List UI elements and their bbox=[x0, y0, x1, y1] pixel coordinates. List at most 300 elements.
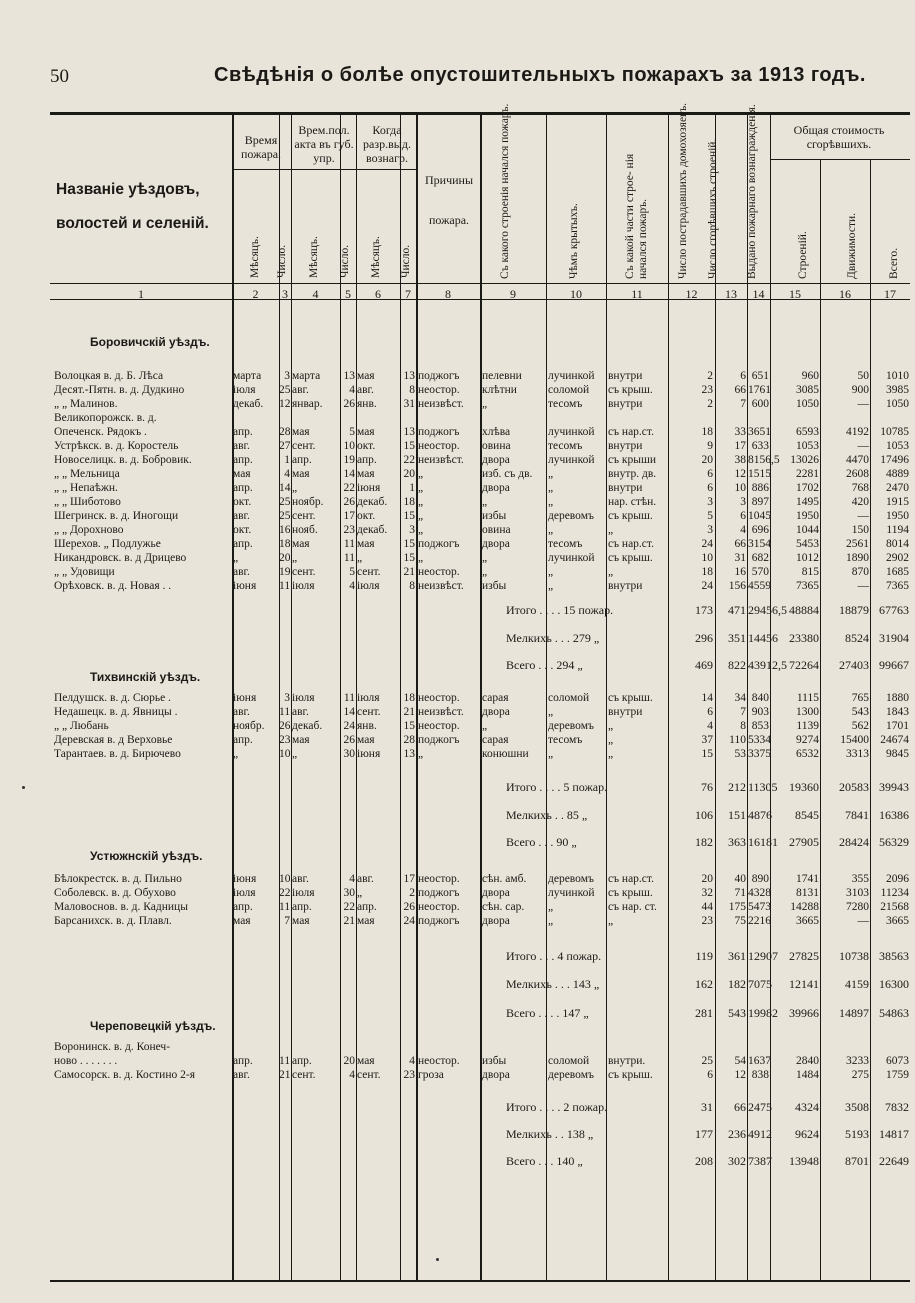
total-value: 361 bbox=[728, 949, 746, 963]
table-cell: нояб. bbox=[292, 524, 318, 536]
table-cell: „ bbox=[418, 510, 424, 522]
table-cell: окт. bbox=[357, 440, 376, 452]
header-roof: Чѣмъ крытыхъ. bbox=[568, 203, 580, 279]
header-time-day: Число. bbox=[276, 244, 288, 278]
table-row bbox=[50, 384, 910, 398]
total-value: 31 bbox=[701, 1100, 713, 1114]
table-cell: 13 bbox=[403, 748, 415, 760]
table-cell: 1300 bbox=[796, 706, 819, 718]
table-cell: декаб. bbox=[233, 398, 264, 410]
table-cell: 682 bbox=[751, 552, 769, 564]
total-value: 48884 bbox=[789, 603, 819, 617]
total-value: 9624 bbox=[795, 1127, 819, 1141]
table-cell: 14 bbox=[701, 692, 713, 704]
table-row bbox=[50, 510, 910, 524]
table-cell: неизвѣст. bbox=[418, 580, 464, 592]
total-value: 296 bbox=[695, 631, 713, 645]
table-cell: 3665 bbox=[886, 915, 909, 927]
table-cell: Шерехов. „ Подлужье bbox=[54, 538, 161, 550]
table-cell: 15 bbox=[403, 538, 415, 550]
table-row bbox=[50, 1055, 910, 1069]
table-cell: 16 bbox=[734, 566, 746, 578]
table-cell: 1759 bbox=[886, 1069, 909, 1081]
table-cell: съ крыш. bbox=[608, 887, 653, 899]
table-cell: сарая bbox=[482, 734, 509, 746]
table-cell: сѣн. сар. bbox=[482, 901, 525, 913]
total-value: 23380 bbox=[789, 631, 819, 645]
table-cell: мая bbox=[292, 468, 310, 480]
total-value: 4324 bbox=[795, 1100, 819, 1114]
header-act-month: Мѣсяцъ. bbox=[308, 236, 320, 278]
table-cell: 13 bbox=[343, 370, 355, 382]
column-number: 9 bbox=[510, 287, 516, 301]
total-value: 16300 bbox=[879, 977, 909, 991]
header-cost-build: Строеній. bbox=[797, 231, 809, 279]
table-cell: мая bbox=[357, 468, 375, 480]
table-cell: мая bbox=[292, 915, 310, 927]
table-cell: 12 bbox=[279, 398, 291, 410]
total-label: Мелкихъ . . 85 „ bbox=[506, 808, 588, 822]
table-cell: 3 bbox=[707, 496, 713, 508]
table-cell: Новоселицк. в. д. Бобровик. bbox=[54, 454, 192, 466]
table-cell: 21 bbox=[279, 1069, 291, 1081]
table-cell: неостор. bbox=[418, 692, 460, 704]
table-cell: 75 bbox=[734, 915, 746, 927]
table-cell: лучинкой bbox=[548, 370, 595, 382]
table-row bbox=[50, 398, 910, 412]
table-cell: 25 bbox=[279, 384, 291, 396]
table-cell: неизвѣст. bbox=[418, 706, 464, 718]
table-cell: 1950 bbox=[886, 510, 909, 522]
table-cell: Десят.-Пятн. в. д. Дудкино bbox=[54, 384, 185, 396]
table-cell: Маловоснов. в. д. Кадницы bbox=[54, 901, 188, 913]
table-cell: 38 bbox=[734, 454, 746, 466]
table-cell: 897 bbox=[751, 496, 769, 508]
table-cell: 20 bbox=[279, 552, 291, 564]
table-row bbox=[50, 524, 910, 538]
table-cell: внутри bbox=[608, 580, 643, 592]
total-label: Всего . . . 294 „ bbox=[506, 658, 583, 672]
total-value: 31904 bbox=[879, 631, 909, 645]
header-permit-month: Мѣсяцъ. bbox=[370, 236, 382, 278]
page-number: 50 bbox=[50, 66, 69, 87]
table-cell: 838 bbox=[751, 1069, 769, 1081]
table-cell: декаб. bbox=[357, 496, 388, 508]
total-value: 19360 bbox=[789, 780, 819, 794]
table-cell: 7 bbox=[740, 706, 746, 718]
table-cell: 4 bbox=[284, 468, 290, 480]
column-number: 17 bbox=[884, 287, 896, 301]
table-cell: — bbox=[857, 398, 869, 410]
district-heading: Череповецкій уѣздъ. bbox=[90, 1019, 216, 1033]
table-cell: 25 bbox=[279, 510, 291, 522]
table-cell: неостор. bbox=[418, 901, 460, 913]
table-cell: 16 bbox=[279, 524, 291, 536]
table-cell: внутри bbox=[608, 370, 643, 382]
table-cell: 840 bbox=[751, 692, 769, 704]
table-cell: деревомъ bbox=[548, 510, 594, 522]
table-cell: 5453 bbox=[796, 538, 819, 550]
total-value: 28424 bbox=[839, 835, 869, 849]
table-cell: 18 bbox=[701, 566, 713, 578]
total-value: 177 bbox=[695, 1127, 713, 1141]
total-value: 182 bbox=[728, 977, 746, 991]
table-cell: 15 bbox=[403, 720, 415, 732]
district-heading: Тихвинскій уѣздъ. bbox=[90, 670, 201, 684]
table-cell: тесомъ bbox=[548, 440, 583, 452]
total-value: 54863 bbox=[879, 1006, 909, 1020]
table-cell: 40 bbox=[734, 873, 746, 885]
total-value: 29456,5 bbox=[748, 603, 787, 617]
table-cell: 21568 bbox=[880, 901, 909, 913]
header-act: Врем.пол. акта въ губ. упр. bbox=[294, 123, 354, 165]
table-cell: 600 bbox=[751, 398, 769, 410]
table-cell: 10 bbox=[343, 440, 355, 452]
table-cell: 5 bbox=[349, 426, 355, 438]
table-cell: „ bbox=[548, 566, 554, 578]
table-cell: 22 bbox=[343, 482, 355, 494]
district-heading: Боровичскій уѣздъ. bbox=[90, 335, 210, 349]
table-cell: 8 bbox=[409, 384, 415, 396]
table-cell: 6 bbox=[707, 706, 713, 718]
header-name: Названіе уѣздовъ, волостей и селеній. bbox=[56, 181, 209, 232]
table-cell: избы bbox=[482, 1055, 507, 1067]
table-cell: мая bbox=[357, 915, 375, 927]
table-cell: 66 bbox=[734, 384, 746, 396]
total-value: 7832 bbox=[885, 1100, 909, 1114]
table-cell: деревомъ bbox=[548, 1069, 594, 1081]
table-cell: 11 bbox=[343, 692, 355, 704]
table-cell: 11 bbox=[279, 706, 291, 718]
table-cell: двора bbox=[482, 706, 510, 718]
table-cell: авг. bbox=[357, 873, 374, 885]
total-value: 151 bbox=[728, 808, 746, 822]
table-cell: 1194 bbox=[886, 524, 909, 536]
table-cell: сент. bbox=[292, 566, 316, 578]
table-cell: 25 bbox=[701, 1055, 713, 1067]
table-cell: „ bbox=[418, 524, 424, 536]
table-cell: 5473 bbox=[748, 901, 771, 913]
print-speck bbox=[436, 1258, 439, 1261]
table-cell: съ крыш. bbox=[608, 552, 653, 564]
table-cell: 11 bbox=[279, 901, 291, 913]
table-cell: соломой bbox=[548, 1055, 590, 1067]
table-cell: 37 bbox=[701, 734, 713, 746]
table-row bbox=[50, 412, 910, 426]
total-label: Всего . . . 90 „ bbox=[506, 835, 577, 849]
total-value: 2475 bbox=[748, 1100, 772, 1114]
table-cell: ноябр. bbox=[233, 720, 265, 732]
table-cell: „ bbox=[548, 496, 554, 508]
total-value: 4912 bbox=[748, 1127, 772, 1141]
table-cell: соломой bbox=[548, 692, 590, 704]
table-cell: „ „ Малинов. bbox=[54, 398, 118, 410]
total-value: 19982 bbox=[748, 1006, 778, 1020]
table-cell: 853 bbox=[751, 720, 769, 732]
table-cell: 7 bbox=[284, 915, 290, 927]
table-cell: Волоцкая в. д. Б. Лѣса bbox=[54, 370, 164, 382]
table-cell: двора bbox=[482, 538, 510, 550]
total-value: 543 bbox=[728, 1006, 746, 1020]
table-cell: 3 bbox=[740, 496, 746, 508]
table-cell: 17496 bbox=[880, 454, 909, 466]
table-cell: 6593 bbox=[796, 426, 819, 438]
total-value: 469 bbox=[695, 658, 713, 672]
column-number: 1 bbox=[138, 287, 144, 301]
header-cause-2: пожара. bbox=[428, 213, 470, 227]
table-cell: „ bbox=[292, 748, 298, 760]
table-cell: внутри bbox=[608, 706, 643, 718]
table-cell: съ крыш. bbox=[608, 692, 653, 704]
table-cell: 8014 bbox=[886, 538, 909, 550]
table-cell: 22 bbox=[279, 887, 291, 899]
table-cell: авг. bbox=[233, 706, 250, 718]
total-value: 5193 bbox=[845, 1127, 869, 1141]
table-cell: 3103 bbox=[846, 887, 869, 899]
table-cell: 355 bbox=[851, 873, 869, 885]
table-cell: 1053 bbox=[886, 440, 909, 452]
table-cell: нар. стѣн. bbox=[608, 496, 657, 508]
table-cell: „ bbox=[233, 552, 239, 564]
table-cell: поджогъ bbox=[418, 734, 460, 746]
table-row bbox=[50, 915, 910, 929]
table-cell: „ bbox=[548, 901, 554, 913]
table-cell: „ bbox=[548, 580, 554, 592]
table-cell: 18 bbox=[279, 538, 291, 550]
table-cell: 3665 bbox=[796, 915, 819, 927]
table-cell: 9845 bbox=[886, 748, 909, 760]
table-cell: 8131 bbox=[796, 887, 819, 899]
table-cell: іюля bbox=[292, 692, 315, 704]
table-cell: 15 bbox=[403, 552, 415, 564]
total-value: 99667 bbox=[879, 658, 909, 672]
table-cell: 2470 bbox=[886, 482, 909, 494]
table-cell: 570 bbox=[751, 566, 769, 578]
table-row bbox=[50, 873, 910, 887]
table-row bbox=[50, 538, 910, 552]
table-cell: „ „ Непаѣжн. bbox=[54, 482, 118, 494]
total-value: 351 bbox=[728, 631, 746, 645]
total-label: Мелкихъ . . 138 „ bbox=[506, 1127, 594, 1141]
total-value: 302 bbox=[728, 1154, 746, 1168]
table-cell: — bbox=[857, 510, 869, 522]
table-cell: 32 bbox=[701, 887, 713, 899]
table-cell: „ bbox=[482, 720, 488, 732]
table-row bbox=[50, 482, 910, 496]
total-value: 236 bbox=[728, 1127, 746, 1141]
table-cell: сент. bbox=[292, 440, 316, 452]
table-cell: 6 bbox=[707, 1069, 713, 1081]
table-cell: 11 bbox=[343, 538, 355, 550]
table-cell: 22 bbox=[403, 454, 415, 466]
total-value: 27825 bbox=[789, 949, 819, 963]
table-cell: 420 bbox=[851, 496, 869, 508]
table-cell: — bbox=[857, 915, 869, 927]
table-cell: Бѣлокрестск. в. д. Пильно bbox=[54, 873, 182, 885]
table-cell: 1139 bbox=[796, 720, 819, 732]
fires-table bbox=[50, 102, 910, 1282]
table-cell: „ bbox=[292, 482, 298, 494]
table-cell: Барсанихск. в. д. Плавл. bbox=[54, 915, 172, 927]
table-cell: съ крыши bbox=[608, 454, 656, 466]
table-cell: 19 bbox=[279, 566, 291, 578]
table-cell: неизвѣст. bbox=[418, 454, 464, 466]
total-row bbox=[50, 780, 910, 796]
table-cell: сѣн. амб. bbox=[482, 873, 527, 885]
table-cell: „ „ Шиботово bbox=[54, 496, 121, 508]
table-row bbox=[50, 1069, 910, 1083]
header-time-month: Мѣсяцъ. bbox=[249, 236, 261, 278]
column-number: 6 bbox=[375, 287, 381, 301]
table-cell: 2902 bbox=[886, 552, 909, 564]
page-title: Свѣдѣнія о болѣе опустошительныхъ пожарахъ за 1913 годъ. bbox=[214, 64, 866, 86]
table-cell: „ bbox=[548, 748, 554, 760]
print-speck bbox=[22, 786, 25, 789]
table-cell: 1044 bbox=[796, 524, 819, 536]
table-cell: 1637 bbox=[748, 1055, 771, 1067]
table-cell: „ bbox=[418, 748, 424, 760]
table-cell: іюня bbox=[233, 580, 257, 592]
table-cell: 6532 bbox=[796, 748, 819, 760]
total-value: 27403 bbox=[839, 658, 869, 672]
table-cell: 175 bbox=[728, 901, 746, 913]
total-value: 8701 bbox=[845, 1154, 869, 1168]
table-row bbox=[50, 734, 910, 748]
total-value: 66 bbox=[734, 1100, 746, 1114]
table-cell: іюля bbox=[292, 887, 315, 899]
table-cell: двора bbox=[482, 1069, 510, 1081]
table-cell: изб. съ дв. bbox=[482, 468, 533, 480]
total-row bbox=[50, 808, 910, 824]
table-cell: клѣтни bbox=[482, 384, 517, 396]
table-cell: 20 bbox=[403, 468, 415, 480]
column-number: 2 bbox=[252, 287, 259, 301]
column-number: 13 bbox=[725, 287, 737, 301]
table-cell: авг. bbox=[233, 440, 250, 452]
table-cell: 15400 bbox=[840, 734, 869, 746]
table-cell: „ bbox=[608, 566, 614, 578]
table-cell: неостор. bbox=[418, 1055, 460, 1067]
total-value: 363 bbox=[728, 835, 746, 849]
table-cell: 14 bbox=[343, 468, 355, 480]
table-row bbox=[50, 566, 910, 580]
table-cell: 1890 bbox=[846, 552, 869, 564]
column-number: 11 bbox=[631, 287, 643, 301]
header-building: Съ какого строенія начался пожаръ. bbox=[499, 103, 511, 279]
header-burned: Число сгорѣвшихъ строеній. bbox=[707, 138, 719, 279]
total-label: Мелкихъ . . . 279 „ bbox=[506, 631, 600, 645]
header-permit-day: Число. bbox=[400, 244, 412, 278]
table-cell: 960 bbox=[801, 370, 819, 382]
table-cell: 2096 bbox=[886, 873, 909, 885]
table-cell: поджогъ bbox=[418, 426, 460, 438]
table-cell: іюля bbox=[357, 580, 380, 592]
table-cell: 27 bbox=[279, 440, 291, 452]
table-row bbox=[50, 440, 910, 454]
table-cell: 13 bbox=[403, 370, 415, 382]
table-cell: 11 bbox=[343, 552, 355, 564]
table-cell: 903 bbox=[751, 706, 769, 718]
total-value: 7075 bbox=[748, 977, 772, 991]
table-row bbox=[50, 426, 910, 440]
table-cell: 1741 bbox=[796, 873, 819, 885]
total-value: 14817 bbox=[879, 1127, 909, 1141]
table-cell: 4 bbox=[349, 384, 355, 396]
table-cell: марта bbox=[292, 370, 321, 382]
table-cell: іюля bbox=[233, 384, 256, 396]
table-cell: съ нар.ст. bbox=[608, 426, 654, 438]
table-row bbox=[50, 552, 910, 566]
table-cell: овина bbox=[482, 440, 511, 452]
table-cell: 25 bbox=[279, 496, 291, 508]
table-cell: Шегринск. в. д. Иногощи bbox=[54, 510, 179, 522]
table-cell: авг. bbox=[233, 566, 250, 578]
table-cell: 3 bbox=[707, 524, 713, 536]
total-value: 13948 bbox=[789, 1154, 819, 1168]
table-cell: 18 bbox=[403, 692, 415, 704]
table-cell: тесомъ bbox=[548, 398, 583, 410]
table-cell: 2281 bbox=[796, 468, 819, 480]
table-cell: 2216 bbox=[748, 915, 771, 927]
table-cell: 3 bbox=[284, 692, 290, 704]
table-cell: Недашецк. в. д. Явницы . bbox=[54, 706, 178, 718]
table-cell: 651 bbox=[751, 370, 769, 382]
table-cell: 21 bbox=[343, 915, 355, 927]
table-cell: „ „ Дорохново bbox=[54, 524, 124, 536]
table-cell: окт. bbox=[233, 524, 252, 536]
table-cell: 3233 bbox=[846, 1055, 869, 1067]
total-row bbox=[50, 603, 910, 619]
table-cell: поджогъ bbox=[418, 915, 460, 927]
table-cell: 18 bbox=[701, 426, 713, 438]
table-cell: мая bbox=[292, 538, 310, 550]
table-cell: 4 bbox=[349, 1069, 355, 1081]
table-cell: „ bbox=[418, 552, 424, 564]
table-cell: мая bbox=[357, 426, 375, 438]
total-value: 22649 bbox=[879, 1154, 909, 1168]
table-cell: лучинкой bbox=[548, 426, 595, 438]
table-cell: неостор. bbox=[418, 566, 460, 578]
table-row bbox=[50, 887, 910, 901]
table-cell: 28 bbox=[403, 734, 415, 746]
table-cell: 1843 bbox=[886, 706, 909, 718]
table-cell: 50 bbox=[857, 370, 869, 382]
column-number: 8 bbox=[445, 287, 451, 301]
table-cell: іюня bbox=[357, 482, 381, 494]
table-cell: ноябр. bbox=[292, 496, 324, 508]
table-cell: 1012 bbox=[796, 552, 819, 564]
table-cell: 1050 bbox=[796, 398, 819, 410]
header-part: Съ какой части строе- нія начался пожаръ. bbox=[624, 153, 649, 279]
table-cell: 20 bbox=[343, 1055, 355, 1067]
total-value: 7387 bbox=[748, 1154, 772, 1168]
table-cell: 34 bbox=[734, 692, 746, 704]
table-cell: 30 bbox=[343, 887, 355, 899]
total-value: 4159 bbox=[845, 977, 869, 991]
table-cell: іюля bbox=[292, 580, 315, 592]
table-cell: 1950 bbox=[796, 510, 819, 522]
total-value: 106 bbox=[695, 808, 713, 822]
table-cell: 870 bbox=[851, 566, 869, 578]
table-cell: 15 bbox=[403, 440, 415, 452]
table-cell: 17 bbox=[343, 510, 355, 522]
table-cell: 19 bbox=[343, 454, 355, 466]
total-value: 3508 bbox=[845, 1100, 869, 1114]
table-cell: 23 bbox=[701, 384, 713, 396]
table-cell: съ крыш. bbox=[608, 510, 653, 522]
table-cell: „ bbox=[482, 398, 488, 410]
table-cell: лучинкой bbox=[548, 887, 595, 899]
